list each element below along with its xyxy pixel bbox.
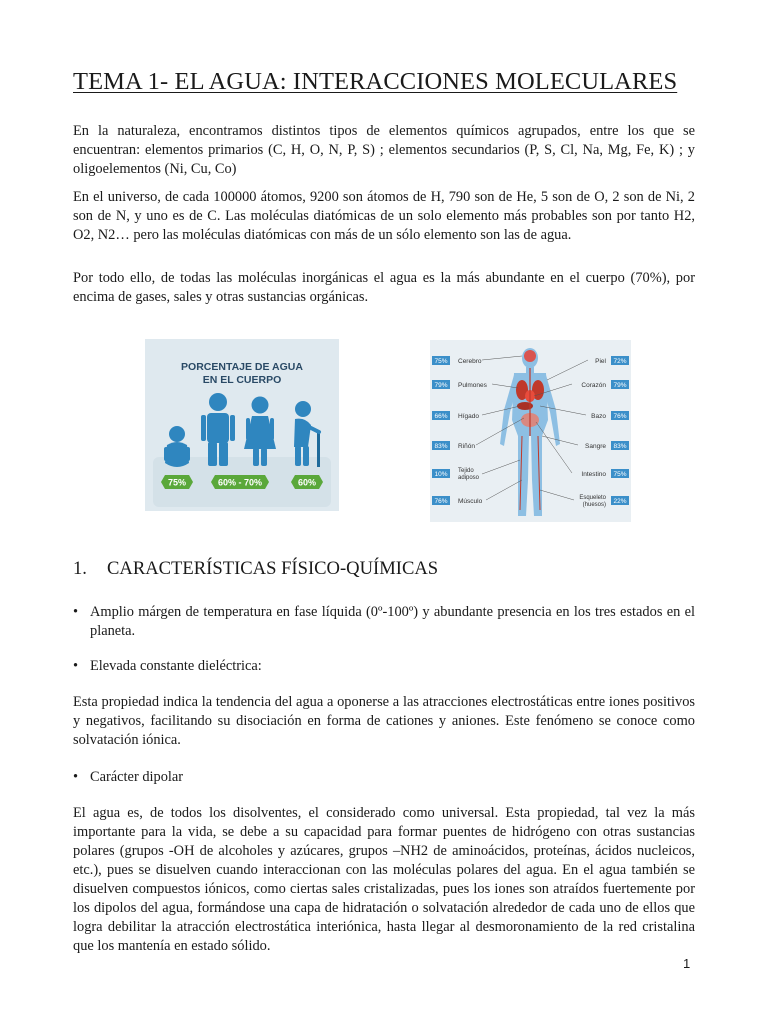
page-title: TEMA 1- EL AGUA: INTERACCIONES MOLECULARES — [73, 68, 678, 95]
svg-text:76%: 76% — [613, 413, 627, 420]
paragraph-dipolar: El agua es, de todos los disolventes, el considerado como universal. Esta propiedad, tal vez la más importante para la vida, se debe a su capacidad para formar puentes de hidrógeno con otras sustancias polares (grupos -OH de alcoholes y azúcares, grupos –NH2 de aminoácidos, proteínas, ácidos nucleicos, etc.), pues se disuelven cuando interaccionan con las moléculas polares del agua. En el agua también se disuelven compuestos iónicos, como ciertas sales cristalizadas, pues los iones son atraídos fuertemente por los dipolos del agua, formándose una capa de hidratación o solvatación alrededor de cada uno de ellos que logra debilitar la atracción electrostática interiónica, hasta llegar al desmoronamiento de la red cristalina que los mantenía en estado sólido. — [73, 805, 695, 954]
svg-text:adiposo: adiposo — [458, 475, 480, 481]
water-percentage-infographic — [145, 339, 339, 511]
bullet-text: Elevada constante dieléctrica: — [90, 658, 262, 674]
organs-water-diagram — [430, 340, 631, 522]
section-title: CARACTERÍSTICAS FÍSICO-QUÍMICAS — [107, 558, 439, 579]
svg-text:Sangre: Sangre — [585, 443, 606, 450]
section-heading — [73, 558, 438, 580]
svg-text:Pulmones: Pulmones — [458, 382, 487, 389]
badge-elderly — [291, 475, 323, 489]
svg-text:Riñón: Riñón — [458, 443, 475, 450]
bullet-icon: • — [73, 658, 79, 674]
bullet-temperature — [73, 603, 695, 641]
svg-text:60% - 70%: 60% - 70% — [217, 477, 263, 488]
svg-text:Esqueleto: Esqueleto — [579, 495, 606, 501]
svg-text:(huesos): (huesos) — [582, 502, 606, 508]
badge-baby — [161, 475, 193, 489]
bullet-icon: • — [73, 604, 79, 620]
bullet-text: Carácter dipolar — [90, 769, 184, 785]
svg-text:75%: 75% — [167, 477, 187, 488]
svg-text:Bazo: Bazo — [591, 413, 606, 420]
svg-text:Músculo: Músculo — [458, 498, 483, 505]
bullet-dipolar — [73, 768, 695, 787]
svg-text:Intestino: Intestino — [581, 471, 606, 478]
svg-text:60%: 60% — [297, 477, 317, 488]
svg-text:83%: 83% — [613, 443, 627, 450]
svg-text:66%: 66% — [434, 413, 448, 420]
svg-text:Tejido: Tejido — [458, 468, 474, 474]
bullet-text: Amplio márgen de temperatura en fase líquida (0º-100º) y abundante presencia en los tres estados en el planeta. — [90, 604, 695, 639]
paragraph-universe: En el universo, de cada 100000 átomos, 9200 son átomos de H, 790 son de He, 5 son de O, 2 son de Ni, 2 son de N, y uno es de C. Las moléculas diatómicas de un solo elemento más probables son por tanto H2, O2, N2… pero las moléculas diatómicas con más de un sólo elemento son las de agua. — [73, 189, 695, 243]
svg-text:83%: 83% — [434, 443, 448, 450]
section-number: 1. — [73, 558, 87, 579]
paragraph-abundance: Por todo ello, de todas las moléculas inorgánicas el agua es la más abundante en el cuerpo (70%), por encima de gases, sales y otras sustancias orgánicas. — [73, 270, 695, 305]
svg-text:72%: 72% — [613, 358, 627, 365]
svg-text:79%: 79% — [613, 382, 627, 389]
badge-adults — [211, 475, 269, 489]
svg-text:10%: 10% — [434, 471, 448, 478]
paragraph-elements: En la naturaleza, encontramos distintos tipos de elementos químicos agrupados, entre los que se encuentran: elementos primarios (C, H, O, N, P, S) ; elementos secundarios (P, S, Cl, Na, Mg, Fe, K) ; y oligoelementos (Ni, Cu, Co) — [73, 123, 695, 177]
svg-text:Hígado: Hígado — [458, 413, 479, 420]
svg-text:22%: 22% — [613, 498, 627, 505]
svg-text:Cerebro: Cerebro — [458, 358, 482, 365]
svg-text:79%: 79% — [434, 382, 448, 389]
page-number: 1 — [683, 956, 691, 971]
infographic-title-line2: EN EL CUERPO — [202, 374, 282, 386]
bullet-dielectric — [73, 657, 695, 676]
paragraph-dielectric: Esta propiedad indica la tendencia del agua a oponerse a las atracciones electrostáticas entre iones positivos y negativos, facilitando su disociación en forma de cationes y aniones. Este fenómeno se conoce como solvatación iónica. — [73, 694, 695, 748]
infographic-title-line1: PORCENTAJE DE AGUA — [181, 361, 303, 373]
svg-text:76%: 76% — [434, 498, 448, 505]
svg-text:Corazón: Corazón — [581, 382, 606, 389]
svg-text:Piel: Piel — [595, 358, 606, 365]
svg-text:75%: 75% — [613, 471, 627, 478]
svg-text:75%: 75% — [434, 358, 448, 365]
bullet-icon: • — [73, 769, 79, 785]
